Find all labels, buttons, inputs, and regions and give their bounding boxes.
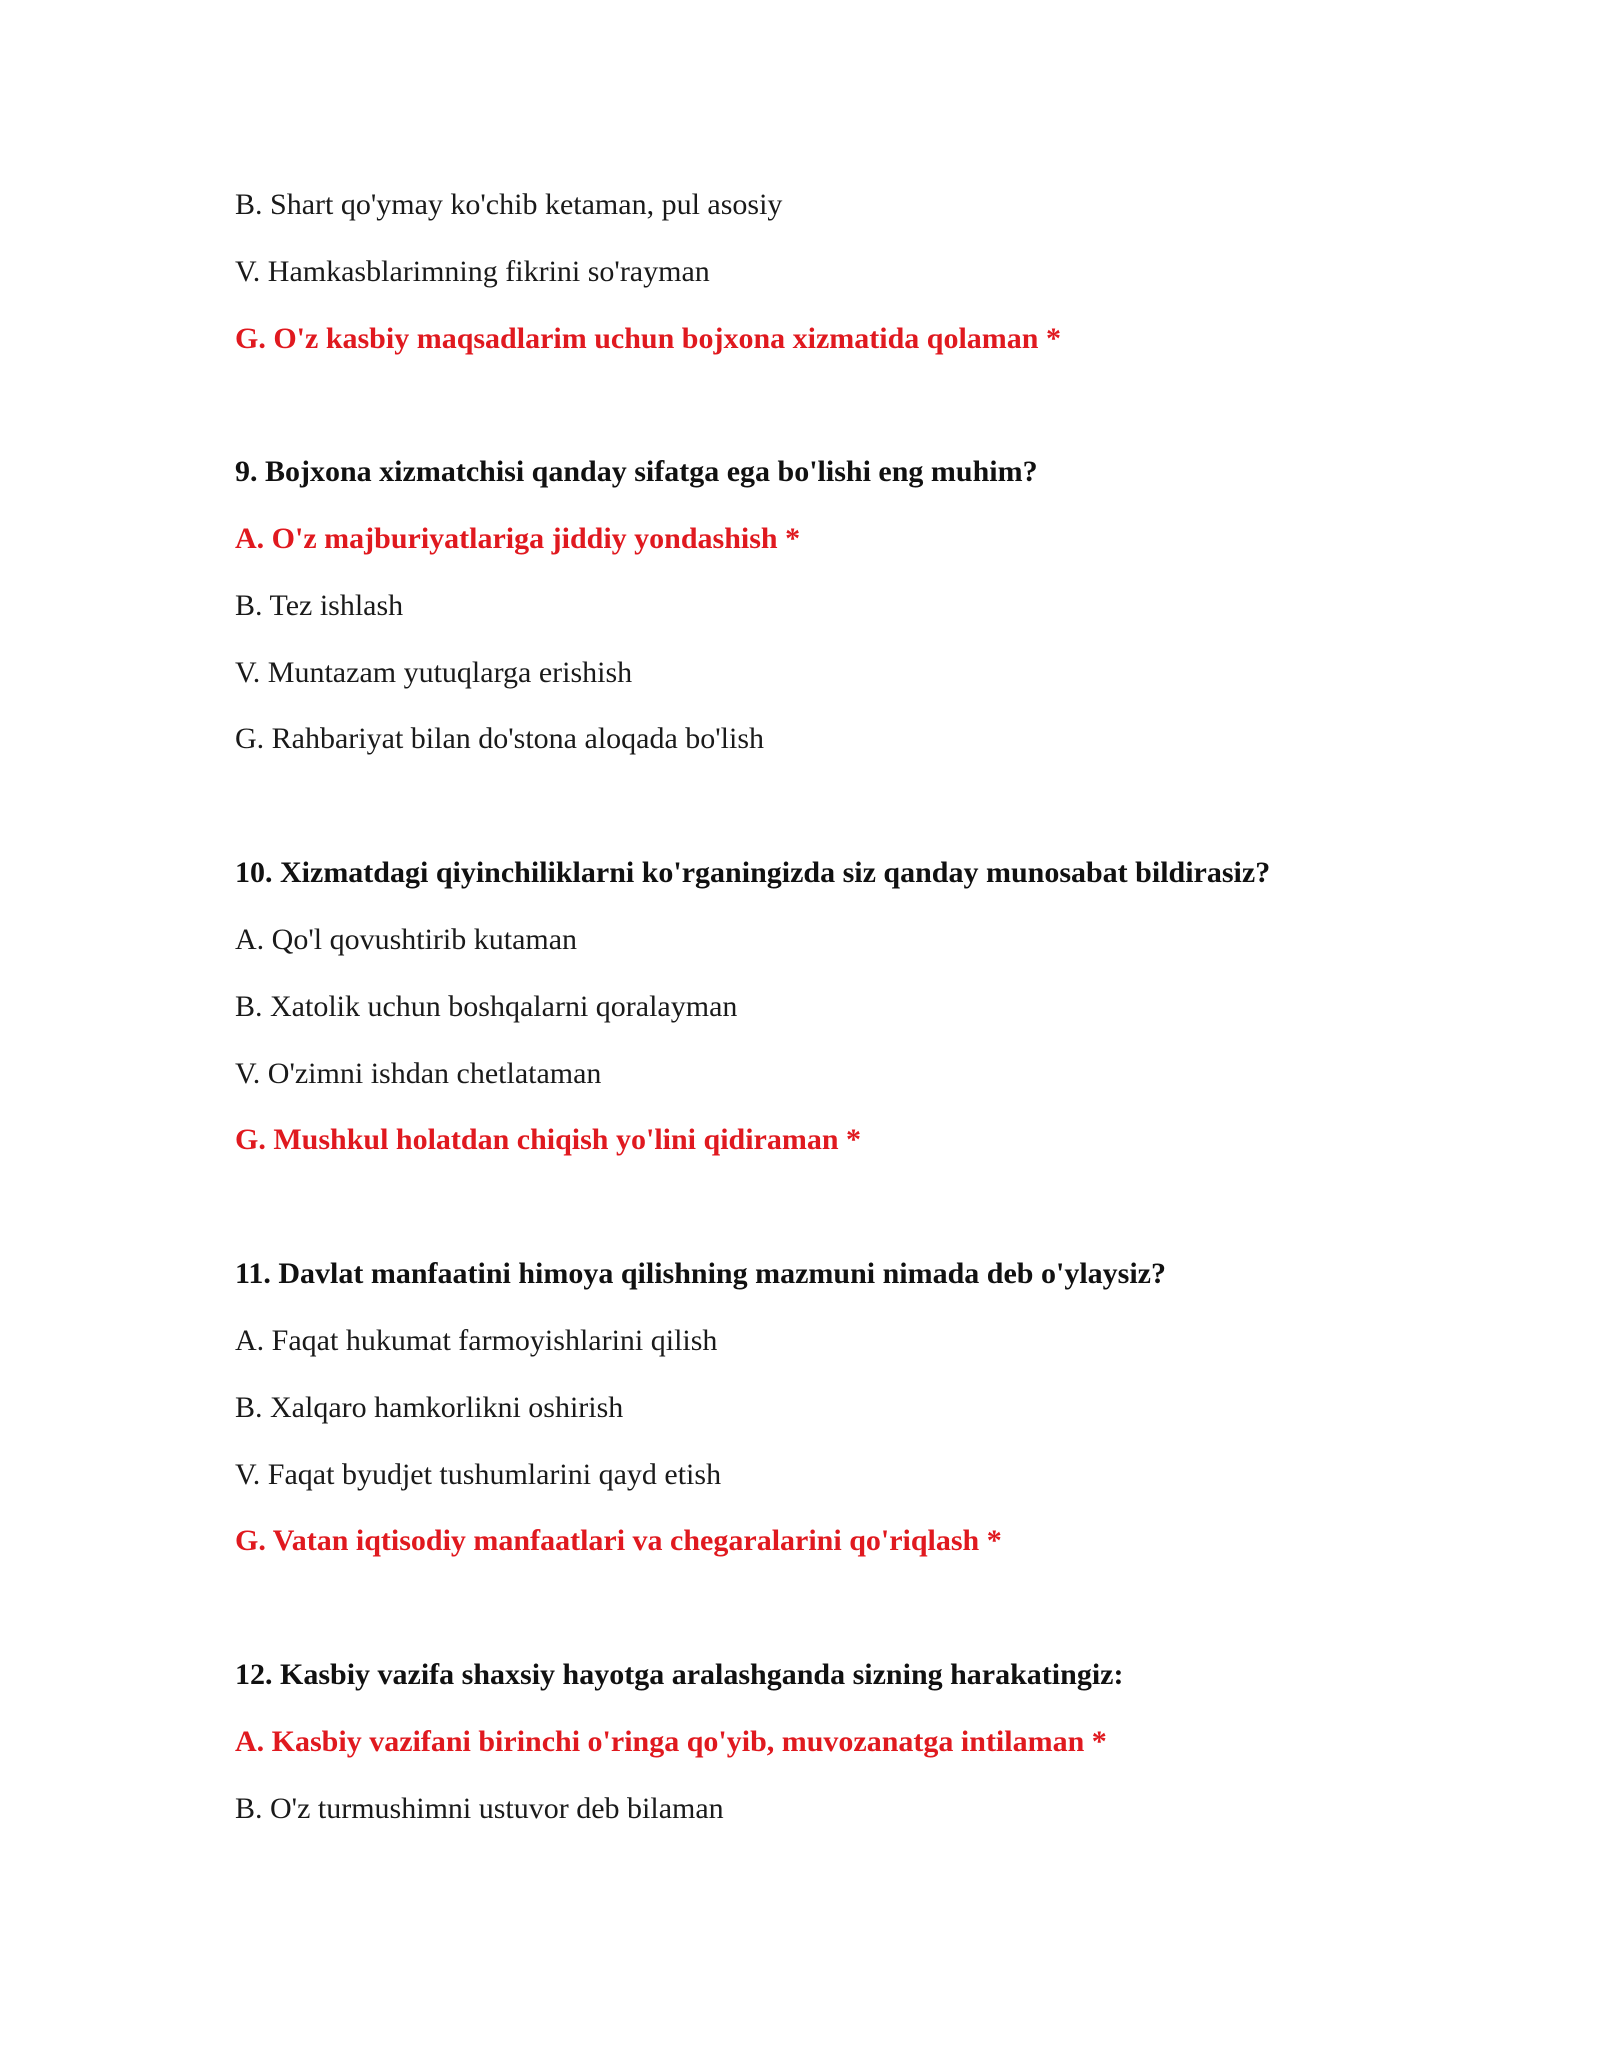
answer-option: V. Faqat byudjet tushumlarini qayd etish [235, 1458, 722, 1491]
answer-option: V. O'zimni ishdan chetlataman [235, 1057, 602, 1090]
correct-answer-option: G. Vatan iqtisodiy manfaatlari va chegaralarini qo'riqlash * [235, 1524, 1002, 1557]
answer-option: G. Rahbariyat bilan do'stona aloqada bo'lish [235, 722, 765, 755]
answer-option: A. Qo'l qovushtirib kutaman [235, 923, 578, 956]
correct-answer-option: A. Kasbiy vazifani birinchi o'ringa qo'yib, muvozanatga intilaman * [235, 1725, 1107, 1758]
answer-option: B. Xatolik uchun boshqalarni qoralayman [235, 990, 738, 1023]
question-heading: 11. Davlat manfaatini himoya qilishning mazmuni nimada deb o'ylaysiz? [235, 1257, 1166, 1290]
answer-option: B. Shart qo'ymay ko'chib ketaman, pul asosiy [235, 188, 783, 221]
answer-option: V. Muntazam yutuqlarga erishish [235, 656, 633, 689]
correct-answer-option: G. Mushkul holatdan chiqish yo'lini qidiraman * [235, 1123, 862, 1156]
question-heading: 9. Bojxona xizmatchisi qanday sifatga ega bo'lishi eng muhim? [235, 455, 1038, 488]
question-heading: 10. Xizmatdagi qiyinchiliklarni ko'rganingizda siz qanday munosabat bildirasiz? [235, 856, 1271, 889]
answer-option: B. Tez ishlash [235, 589, 404, 622]
answer-option: V. Hamkasblarimning fikrini so'rayman [235, 255, 710, 288]
answer-option: A. Faqat hukumat farmoyishlarini qilish [235, 1324, 718, 1357]
question-heading: 12. Kasbiy vazifa shaxsiy hayotga aralashganda sizning harakatingiz: [235, 1658, 1124, 1691]
correct-answer-option: G. O'z kasbiy maqsadlarim uchun bojxona xizmatida qolaman * [235, 322, 1061, 355]
correct-answer-option: A. O'z majburiyatlariga jiddiy yondashish * [235, 522, 801, 555]
answer-option: B. Xalqaro hamkorlikni oshirish [235, 1391, 624, 1424]
answer-option: B. O'z turmushimni ustuvor deb bilaman [235, 1792, 724, 1825]
